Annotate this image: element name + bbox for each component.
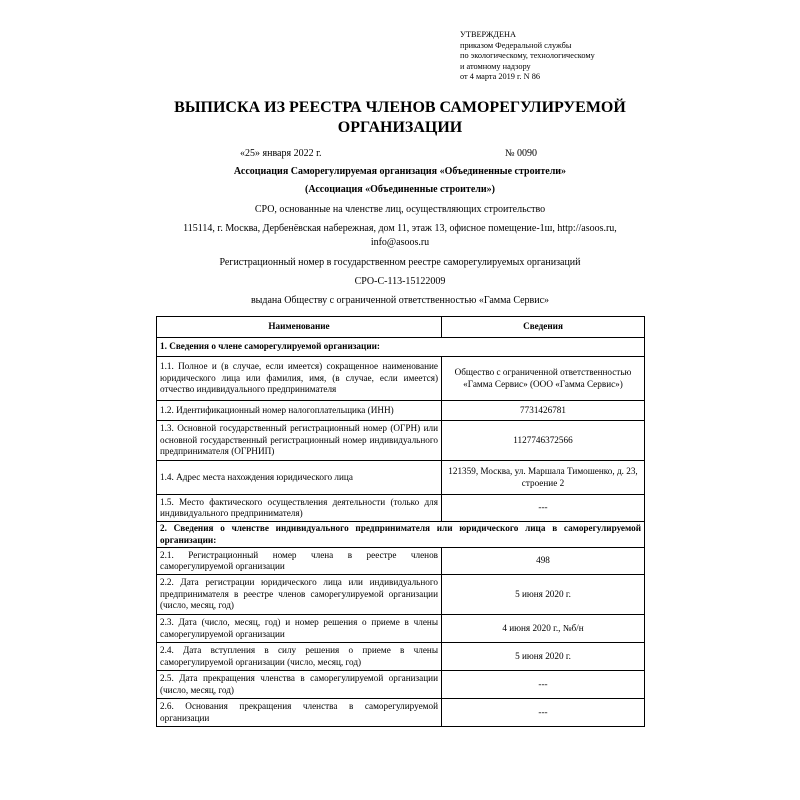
table-row	[157, 357, 645, 401]
document-title	[150, 98, 650, 138]
row-value: 1127746372566	[442, 421, 645, 461]
row-value: Общество с ограниченной ответственностью «Гамма Сервис» (ООО «Гамма Сервис»)	[442, 357, 645, 401]
section-2-heading: 2. Сведения о членстве индивидуального предпринимателя или юридического лица в саморегулируемой организации:	[157, 522, 645, 548]
table-row	[157, 643, 645, 671]
table-row	[157, 421, 645, 461]
title-line-2: ОРГАНИЗАЦИИ	[337, 119, 463, 136]
row-name: 1.2. Идентификационный номер налогоплательщика (ИНН)	[157, 401, 442, 421]
approval-line: УТВЕРЖДЕНА	[460, 30, 517, 39]
issued-to: выдана Обществу с ограниченной ответственностью «Гамма Сервис»	[250, 295, 550, 306]
approval-line: и атомному надзору	[460, 61, 531, 71]
register-table	[156, 316, 645, 727]
row-name: 2.6. Основания прекращения членства в саморегулируемой организации	[157, 699, 442, 727]
row-value: 7731426781	[442, 401, 645, 421]
row-name: 2.4. Дата вступления в силу решения о приеме в члены саморегулируемой организации (число, месяц, год)	[157, 643, 442, 671]
row-value: 4 июня 2020 г., №б/н	[442, 615, 645, 643]
registry-number: СРО-С-113-15122009	[354, 276, 446, 287]
column-header-name: Наименование	[157, 317, 442, 338]
approval-line: приказом Федеральной службы	[460, 40, 572, 50]
table-header-row	[157, 317, 645, 338]
row-name: 2.3. Дата (число, месяц, год) и номер решения о приеме в члены саморегулируемой организации	[157, 615, 442, 643]
table-row	[157, 699, 645, 727]
table-row	[157, 575, 645, 615]
row-name: 2.2. Дата регистрации юридического лица или индивидуального предпринимателя в реестре членов саморегулируемой организации (число, месяц, год)	[157, 575, 442, 615]
table-row	[157, 495, 645, 522]
approval-line: по экологическому, технологическому	[460, 51, 595, 61]
row-value: 121359, Москва, ул. Маршала Тимошенко, д. 23, строение 2	[442, 461, 645, 495]
row-name: 1.4. Адрес места нахождения юридического лица	[157, 461, 442, 495]
organization-full-name: Ассоциация Саморегулируемая организация «Объединенные строители»	[233, 166, 567, 177]
table-row	[157, 615, 645, 643]
organization-email: info@asoos.ru	[370, 237, 430, 248]
row-value: ---	[442, 699, 645, 727]
table-row	[157, 401, 645, 421]
extract-number: № 0090	[505, 148, 538, 159]
section-1-heading: 1. Сведения о члене саморегулируемой организации:	[157, 338, 645, 357]
approval-stamp	[460, 30, 595, 83]
approval-line: от 4 марта 2019 г. N 86	[460, 72, 541, 82]
column-header-value: Сведения	[442, 317, 645, 338]
row-name: 1.5. Место фактического осуществления деятельности (только для индивидуального предпринимателя)	[157, 495, 442, 522]
table-row	[157, 548, 645, 575]
table-row	[157, 461, 645, 495]
title-line-1: ВЫПИСКА ИЗ РЕЕСТРА ЧЛЕНОВ САМОРЕГУЛИРУЕМОЙ	[174, 99, 626, 116]
row-value: ---	[442, 671, 645, 699]
section-row	[157, 522, 645, 548]
row-value: 498	[442, 548, 645, 575]
organization-short-name: (Ассоциация «Объединенные строители»)	[305, 184, 495, 195]
row-name: 2.5. Дата прекращения членства в саморегулируемой организации (число, месяц, год)	[157, 671, 442, 699]
row-name: 1.1. Полное и (в случае, если имеется) сокращенное наименование юридического лица или фамилия, имя, (в случае, если имеется) отчество индивидуального предпринимателя	[157, 357, 442, 401]
organization-address: 115114, г. Москва, Дербенёвская набережная, дом 11, этаж 13, офисное помещение-1ш, http://asoos.ru,	[183, 223, 617, 234]
row-value: 5 июня 2020 г.	[442, 643, 645, 671]
row-name: 1.3. Основной государственный регистрационный номер (ОГРН) или основной государственный регистрационный номер индивидуального предпринимателя (ОГРНИП)	[157, 421, 442, 461]
row-value: ---	[442, 495, 645, 522]
organization-type: СРО, основанные на членстве лиц, осуществляющих строительство	[254, 204, 546, 215]
row-value: 5 июня 2020 г.	[442, 575, 645, 615]
table-row	[157, 671, 645, 699]
section-row	[157, 338, 645, 357]
registry-label: Регистрационный номер в государственном реестре саморегулируемых организаций	[219, 257, 581, 268]
row-name: 2.1. Регистрационный номер члена в реестре членов саморегулируемой организации	[157, 548, 442, 575]
issue-date: «25» января 2022 г.	[240, 148, 322, 159]
